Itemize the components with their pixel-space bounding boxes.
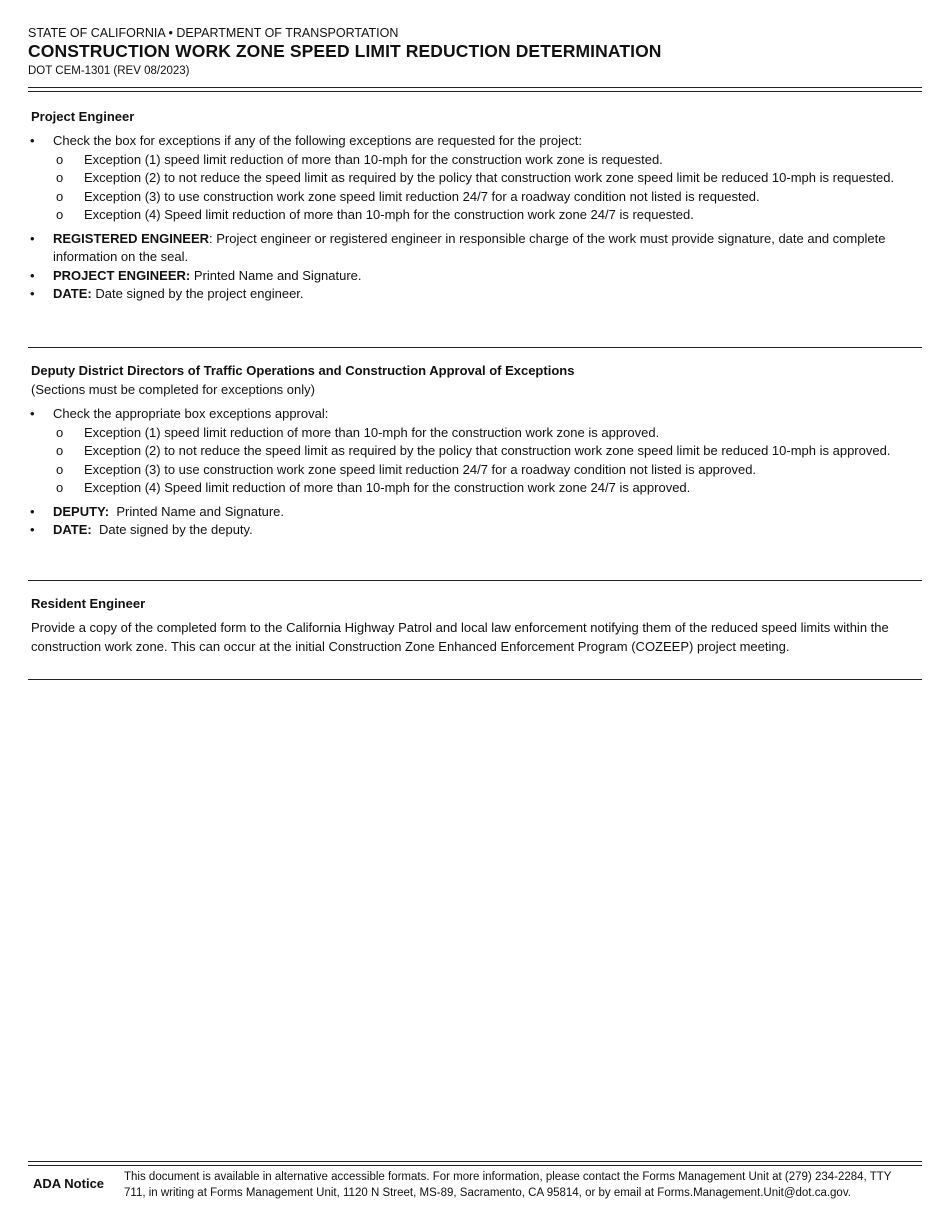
resident-engineer-section [31, 596, 919, 656]
instruction-list [31, 405, 919, 540]
deputy-section [31, 363, 919, 540]
project-engineer-text: Printed Name and Signature. [190, 267, 362, 283]
deputy-text: Printed Name and Signature. [109, 503, 284, 519]
date-label: DATE: [53, 286, 92, 301]
section-divider [28, 679, 922, 680]
section-divider [28, 580, 922, 581]
section-divider [28, 347, 922, 348]
exception-item: o Exception (1) speed limit reduction of more than 10-mph for the construction work zone is approved. [53, 424, 919, 443]
resident-engineer-text: Provide a copy of the completed form to the California Highway Patrol and local law enforcement notifying them of the reduced speed limits within the construction work zone. This can occur at the initial Construction Zone Enhanced Enforcement Program (COZEEP) project meeting. [31, 620, 889, 654]
section-title: Deputy District Directors of Traffic Operations and Construction Approval of Exceptions [31, 363, 575, 378]
exception-item: o Exception (3) to use construction work zone speed limit reduction 24/7 for a roadway condition not listed is approved. [53, 461, 919, 480]
footer-divider [28, 1161, 922, 1166]
exception-item: o Exception (2) to not reduce the speed limit as required by the policy that construction work zone speed limit be reduced 10-mph is approved. [53, 442, 919, 461]
list-item [31, 132, 919, 230]
exception-item: o Exception (2) to not reduce the speed limit as required by the policy that construction work zone speed limit be reduced 10-mph is requested. [53, 169, 919, 188]
ada-label: ADA Notice [33, 1176, 105, 1191]
date-text: Date signed by the deputy. [91, 522, 253, 537]
section-note: (Sections must be completed for exceptions only) [31, 382, 315, 397]
section-title: Resident Engineer [31, 596, 146, 611]
check-intro: Check the box for exceptions if any of the following exceptions are requested for the project: [53, 133, 582, 148]
list-item [31, 267, 919, 286]
exception-list [53, 424, 919, 498]
project-engineer-label: PROJECT ENGINEER: [53, 267, 191, 283]
deputy-label: DEPUTY: [53, 503, 110, 519]
registered-engineer-label: REGISTERED ENGINEER [53, 230, 210, 246]
date-text: Date signed by the project engineer. [91, 286, 304, 301]
exception-item: o Exception (3) to use construction work zone speed limit reduction 24/7 for a roadway condition not listed is requested. [53, 188, 919, 207]
registered-engineer-text: : Project engineer or registered engineer in responsible charge of the work must provide signature, date and complete information on the seal. [53, 230, 886, 264]
exception-item: o Exception (4) Speed limit reduction of more than 10-mph for the construction work zone 24/7 is approved. [53, 479, 919, 498]
project-engineer-section [31, 109, 919, 304]
header-divider [28, 87, 922, 92]
form-page [28, 0, 922, 1230]
form-number: DOT CEM-1301 (REV 08/2023) [28, 65, 190, 77]
exception-item: o Exception (4) Speed limit reduction of more than 10-mph for the construction work zone 24/7 is requested. [53, 206, 919, 225]
list-item [31, 521, 919, 540]
list-item [31, 285, 919, 304]
instruction-list [31, 132, 919, 304]
ada-text: This document is available in alternative accessible formats. For more information, please contact the Forms Management Unit at (279) 234-2284, TTY 711, in writing at Forms Management Unit, 1120 N Street, MS-89, Sacramento, CA 95814, or by email at Forms.Management.Unit@dot.ca.gov. [124, 1171, 892, 1199]
list-item [31, 405, 919, 503]
exception-item: o Exception (1) speed limit reduction of more than 10-mph for the construction work zone is requested. [53, 151, 919, 170]
list-item [31, 503, 919, 522]
exception-list [53, 151, 919, 225]
date-label: DATE: [53, 522, 92, 537]
form-title: CONSTRUCTION WORK ZONE SPEED LIMIT REDUCTION DETERMINATION [28, 41, 662, 61]
section-title: Project Engineer [31, 109, 135, 124]
check-intro: Check the appropriate box exceptions approval: [53, 406, 329, 421]
list-item [31, 230, 919, 267]
agency-line: STATE OF CALIFORNIA • DEPARTMENT OF TRANSPORTATION [28, 26, 399, 40]
